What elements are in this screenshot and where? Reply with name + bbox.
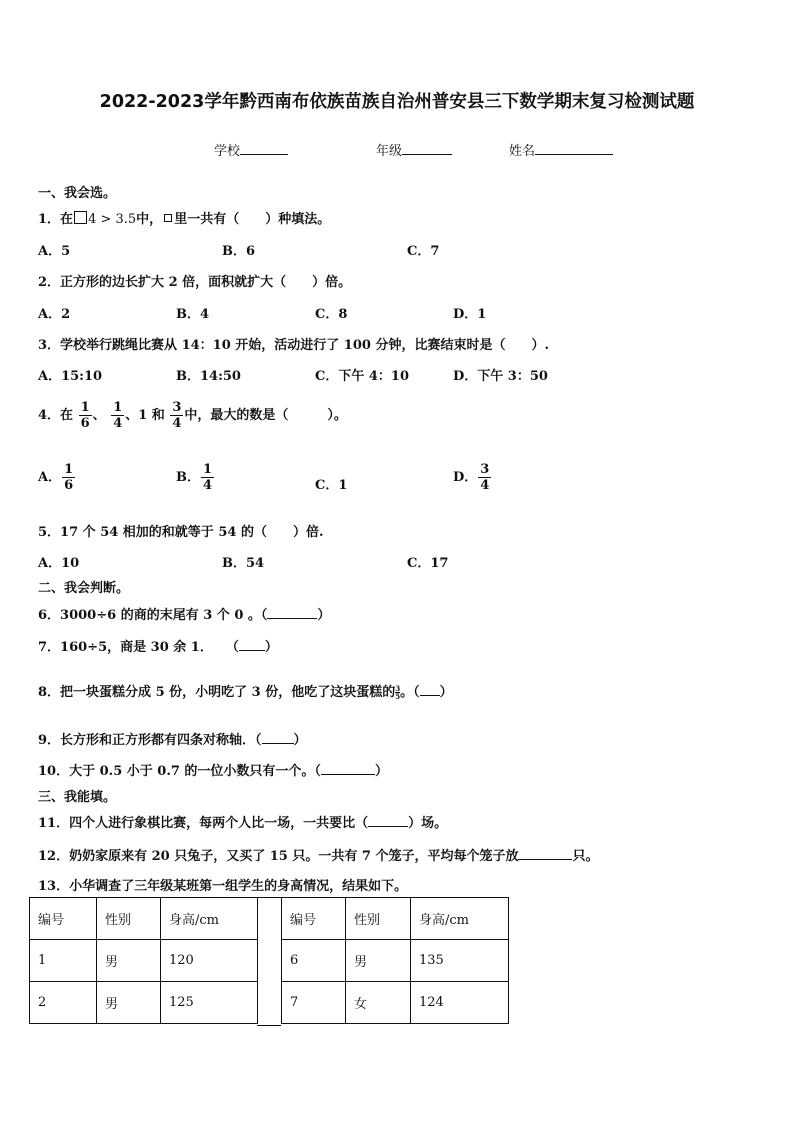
table-cell: 7: [282, 982, 346, 1024]
table-cell: 124: [411, 982, 509, 1024]
name-field: [509, 140, 613, 159]
q5-option-b[interactable]: B．54: [222, 556, 265, 571]
fraction: $\frac{1}{4}$: [113, 400, 123, 431]
table-row: [282, 982, 509, 1024]
q3-option-d[interactable]: D．下午 3：50: [453, 369, 548, 384]
q4-option-b[interactable]: B． $\frac{1}{4}$: [176, 462, 213, 493]
q3-option-b[interactable]: B．14:50: [176, 369, 241, 384]
table-header: 性别: [346, 898, 411, 940]
blank-box-icon: [74, 211, 87, 224]
q5-option-c[interactable]: C．17: [407, 556, 449, 571]
q1-inequality: 4 > 3.5: [88, 212, 137, 227]
table-gap: [257, 897, 281, 1026]
q4-number: 4．: [38, 408, 61, 423]
small-box-icon: [164, 214, 172, 222]
q2-option-d[interactable]: D．1: [453, 307, 487, 322]
q2-option-b[interactable]: B．4: [176, 307, 210, 322]
fraction: $\frac{1}{6}$: [80, 400, 90, 431]
school-label: 学校: [214, 144, 241, 159]
grade-label: 年级: [376, 144, 403, 159]
table-row: [30, 982, 258, 1024]
table-cell: 1: [30, 940, 97, 982]
q1-mid: 中，: [136, 212, 163, 227]
fraction: $\frac{1}{4}$: [203, 462, 213, 493]
name-blank[interactable]: [535, 142, 613, 155]
table-header: 编号: [30, 898, 97, 940]
q1-pre: 在: [60, 212, 74, 227]
q5-option-a[interactable]: A．10: [38, 556, 80, 571]
table-header: 身高/cm: [161, 898, 258, 940]
table-cell: 125: [161, 982, 258, 1024]
school-field: [214, 140, 288, 159]
answer-blank[interactable]: [420, 683, 440, 696]
answer-blank[interactable]: [267, 606, 317, 619]
q4-post: 中，最大的数是（ ）。: [184, 408, 347, 423]
q2-option-a[interactable]: A．2: [38, 307, 71, 322]
answer-blank[interactable]: [368, 814, 408, 827]
q4-sep: 、1 和: [125, 408, 165, 423]
q4-pre: 在: [60, 408, 74, 423]
question-1: [38, 208, 330, 227]
grade-field: [376, 140, 452, 159]
fraction: $\frac{1}{6}$: [64, 462, 74, 493]
table-header: 性别: [97, 898, 161, 940]
height-table-left: [29, 897, 258, 1024]
table-cell: 男: [97, 940, 161, 982]
question-11: 11．四个人进行象棋比赛，每两个人比一场，一共要比（ ）场。: [38, 816, 448, 831]
question-7: 7．160÷5，商是 30 余 1． （ ）: [38, 640, 278, 655]
question-5: 5．17 个 54 相加的和就等于 54 的（ ）倍.: [38, 525, 324, 540]
fraction: $\frac{3}{4}$: [480, 462, 490, 493]
table-header: 编号: [282, 898, 346, 940]
table-cell: 男: [346, 940, 411, 982]
section-heading-1: 一、我会选。: [38, 186, 117, 201]
table-row: [30, 898, 258, 940]
q1-post: 里一共有（ ）种填法。: [174, 212, 331, 227]
table-row: [282, 940, 509, 982]
question-6: 6．3000÷6 的商的末尾有 3 个 0 。（ ）: [38, 608, 331, 623]
question-9: 9．长方形和正方形都有四条对称轴．（ ）: [38, 733, 307, 748]
q1-option-a[interactable]: A．5: [38, 244, 71, 259]
height-table-right: [281, 897, 509, 1024]
table-cell: 120: [161, 940, 258, 982]
table-header: 身高/cm: [411, 898, 509, 940]
question-12: 12．奶奶家原来有 20 只兔子，又买了 15 只。一共有 7 个笼子，平均每个笼子放 只。: [38, 849, 599, 864]
fraction: $\frac{3}{5}$: [395, 684, 401, 701]
question-2: 2．正方形的边长扩大 2 倍，面积就扩大（ ）倍。: [38, 275, 352, 290]
table-cell: 6: [282, 940, 346, 982]
q4-option-c[interactable]: C．1: [315, 478, 348, 493]
question-10: 10．大于 0.5 小于 0.7 的一位小数只有一个。（ ）: [38, 764, 388, 779]
table-row: [282, 898, 509, 940]
answer-blank[interactable]: [321, 762, 375, 775]
q1-number: 1．: [38, 212, 61, 227]
name-label: 姓名: [509, 144, 536, 159]
answer-blank[interactable]: [518, 847, 572, 860]
question-8: 8．把一块蛋糕分成 5 份，小明吃了 3 份，他吃了这块蛋糕的 $\frac{3}{5}$ 。（ ）: [38, 684, 453, 701]
question-3: 3．学校举行跳绳比赛从 14：10 开始，活动进行了 100 分钟，比赛结束时是（ ）.: [38, 338, 549, 353]
section-heading-2: 二、我会判断。: [38, 581, 130, 596]
q1-option-c[interactable]: C．7: [407, 244, 440, 259]
table-row: [30, 940, 258, 982]
section-heading-3: 三、我能填。: [38, 790, 117, 805]
answer-blank[interactable]: [239, 638, 265, 651]
table-cell: 2: [30, 982, 97, 1024]
q3-option-c[interactable]: C．下午 4：10: [315, 369, 410, 384]
fraction: $\frac{3}{4}$: [172, 400, 182, 431]
school-blank[interactable]: [240, 142, 288, 155]
exam-title: 2022-2023学年黔西南布依族苗族自治州普安县三下数学期末复习检测试题: [99, 92, 695, 112]
table-cell: 135: [411, 940, 509, 982]
q4-option-a[interactable]: A． $\frac{1}{6}$: [38, 462, 74, 493]
q4-option-d[interactable]: D． $\frac{3}{4}$: [453, 462, 490, 493]
q3-option-a[interactable]: A．15:10: [38, 369, 103, 384]
question-4: [38, 400, 347, 431]
table-cell: 女: [346, 982, 411, 1024]
answer-blank[interactable]: [262, 731, 294, 744]
q1-option-b[interactable]: B．6: [222, 244, 256, 259]
q2-option-c[interactable]: C．8: [315, 307, 348, 322]
question-13: 13．小华调查了三年级某班第一组学生的身高情况，结果如下。: [38, 879, 408, 894]
q4-sep: 、: [92, 408, 106, 423]
grade-blank[interactable]: [402, 142, 452, 155]
table-cell: 男: [97, 982, 161, 1024]
